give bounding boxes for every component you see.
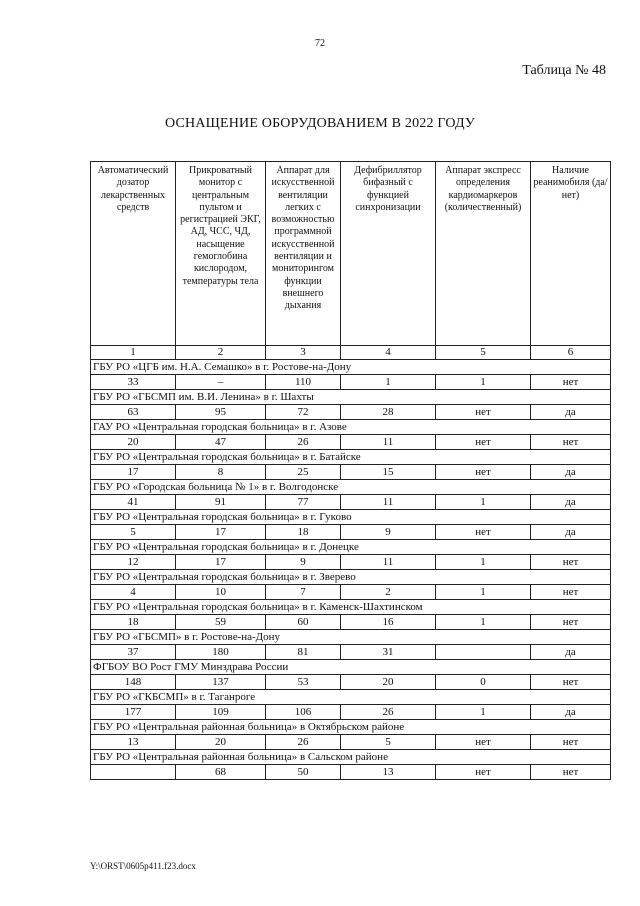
table-cell: да: [531, 705, 611, 720]
table-cell: 11: [341, 495, 436, 510]
table-cell: [436, 645, 531, 660]
table-cell: 1: [436, 375, 531, 390]
table-cell: 137: [176, 675, 266, 690]
organization-row: [91, 420, 611, 435]
table-cell: 11: [341, 435, 436, 450]
table-cell: 12: [91, 555, 176, 570]
table-cell: 47: [176, 435, 266, 450]
table-row: [91, 555, 611, 570]
table-cell: нет: [436, 435, 531, 450]
table-cell: 1: [341, 375, 436, 390]
table-cell: 110: [266, 375, 341, 390]
table-cell: 1: [436, 615, 531, 630]
table-cell: 180: [176, 645, 266, 660]
table-row: [91, 765, 611, 780]
table-cell: 20: [341, 675, 436, 690]
table-row: [91, 465, 611, 480]
column-header: Наличие реанимобиля (да/нет): [531, 162, 611, 346]
table-cell: 26: [266, 435, 341, 450]
table-cell: 10: [176, 585, 266, 600]
table-cell: 72: [266, 405, 341, 420]
table-cell: 0: [436, 675, 531, 690]
table-cell: 1: [436, 555, 531, 570]
table-cell: 18: [266, 525, 341, 540]
table-row: [91, 675, 611, 690]
organization-row: [91, 480, 611, 495]
table-row: [91, 405, 611, 420]
table-cell: 17: [176, 525, 266, 540]
table-cell: 41: [91, 495, 176, 510]
organization-row: [91, 750, 611, 765]
organization-name: ФГБОУ ВО Рост ГМУ Минздрава России: [91, 660, 611, 675]
table-row: [91, 495, 611, 510]
table-cell: нет: [531, 435, 611, 450]
table-cell: 18: [91, 615, 176, 630]
table-row: [91, 375, 611, 390]
table-row: [91, 435, 611, 450]
organization-row: [91, 540, 611, 555]
organization-row: [91, 600, 611, 615]
table-cell: 53: [266, 675, 341, 690]
table-cell: 63: [91, 405, 176, 420]
table-cell: да: [531, 465, 611, 480]
organization-name: ГБУ РО «Центральная городская больница» в г. Батайске: [91, 450, 611, 465]
table-cell: да: [531, 495, 611, 510]
organization-row: [91, 690, 611, 705]
table-row: [91, 735, 611, 750]
organization-name: ГБУ РО «Центральная городская больница» в г. Зверево: [91, 570, 611, 585]
table-cell: нет: [531, 585, 611, 600]
table-cell: 13: [91, 735, 176, 750]
table-cell: 5: [341, 735, 436, 750]
table-cell: да: [531, 645, 611, 660]
table-cell: 4: [91, 585, 176, 600]
column-number: 4: [341, 346, 436, 360]
table-cell: 177: [91, 705, 176, 720]
equipment-table: [90, 161, 611, 780]
table-cell: 95: [176, 405, 266, 420]
column-number: 2: [176, 346, 266, 360]
table-cell: 8: [176, 465, 266, 480]
table-cell: 1: [436, 585, 531, 600]
table-cell: [91, 765, 176, 780]
table-cell: 91: [176, 495, 266, 510]
organization-row: [91, 510, 611, 525]
table-row: [91, 645, 611, 660]
table-cell: 26: [341, 705, 436, 720]
column-header: Автоматический дозатор лекарственных средств: [91, 162, 176, 346]
table-cell: 106: [266, 705, 341, 720]
table-cell: 5: [91, 525, 176, 540]
table-cell: 16: [341, 615, 436, 630]
table-cell: 20: [176, 735, 266, 750]
table-cell: 17: [91, 465, 176, 480]
table-cell: 1: [436, 495, 531, 510]
column-header: Аппарат для искусственной вентиляции легких с возможностью программной искусственной вентиляции и мониторингом функции внешнего дыхания: [266, 162, 341, 346]
table-row: [91, 525, 611, 540]
column-header: Прикроватный монитор с центральным пультом и регистрацией ЭКГ, АД, ЧСС, ЧД, насыщение гемоглобина кислородом, температуры тела: [176, 162, 266, 346]
table-cell: да: [531, 405, 611, 420]
table-cell: 17: [176, 555, 266, 570]
organization-row: [91, 450, 611, 465]
table-cell: нет: [436, 735, 531, 750]
table-cell: нет: [436, 765, 531, 780]
table-cell: 9: [341, 525, 436, 540]
organization-name: ГБУ РО «Центральная городская больница» в г. Каменск-Шахтинском: [91, 600, 611, 615]
table-cell: 59: [176, 615, 266, 630]
column-number: 3: [266, 346, 341, 360]
table-cell: нет: [436, 405, 531, 420]
table-row: [91, 705, 611, 720]
table-cell: 26: [266, 735, 341, 750]
page-number: 72: [315, 38, 325, 49]
column-number: 5: [436, 346, 531, 360]
organization-row: [91, 720, 611, 735]
table-label: Таблица № 48: [522, 63, 606, 78]
table-cell: нет: [531, 615, 611, 630]
table-cell: 15: [341, 465, 436, 480]
table-cell: нет: [436, 525, 531, 540]
table-cell: нет: [531, 675, 611, 690]
table-cell: 7: [266, 585, 341, 600]
table-cell: 9: [266, 555, 341, 570]
table-cell: нет: [531, 375, 611, 390]
table-cell: 81: [266, 645, 341, 660]
table-row: [91, 615, 611, 630]
table-cell: 11: [341, 555, 436, 570]
table-cell: 68: [176, 765, 266, 780]
organization-name: ГБУ РО «Центральная городская больница» в г. Донецке: [91, 540, 611, 555]
table-cell: 31: [341, 645, 436, 660]
table-cell: нет: [531, 555, 611, 570]
table-cell: 25: [266, 465, 341, 480]
table-cell: 148: [91, 675, 176, 690]
organization-row: [91, 390, 611, 405]
header-row: [91, 162, 611, 346]
table-row: [91, 585, 611, 600]
column-number: 1: [91, 346, 176, 360]
table-cell: 1: [436, 705, 531, 720]
column-header: Аппарат экспресс определения кардиомаркеров (количественный): [436, 162, 531, 346]
table-cell: 60: [266, 615, 341, 630]
table-cell: 77: [266, 495, 341, 510]
organization-name: ГБУ РО «Центральная городская больница» в г. Гуково: [91, 510, 611, 525]
organization-row: [91, 660, 611, 675]
document-title: ОСНАЩЕНИЕ ОБОРУДОВАНИЕМ В 2022 ГОДУ: [165, 116, 475, 131]
table-cell: 2: [341, 585, 436, 600]
table-cell: нет: [531, 765, 611, 780]
organization-name: ГБУ РО «Центральная районная больница» в Сальском районе: [91, 750, 611, 765]
table-cell: 109: [176, 705, 266, 720]
table-cell: 28: [341, 405, 436, 420]
file-path-footer: Y:\ORST\0605p411.f23.docx: [90, 861, 196, 871]
column-number: 6: [531, 346, 611, 360]
table-cell: да: [531, 525, 611, 540]
column-number-row: [91, 346, 611, 360]
organization-name: ГБУ РО «Центральная районная больница» в Октябрьском районе: [91, 720, 611, 735]
organization-name: ГАУ РО «Центральная городская больница» в г. Азове: [91, 420, 611, 435]
table-cell: нет: [436, 465, 531, 480]
organization-row: [91, 630, 611, 645]
organization-name: ГБУ РО «ГКБСМП» в г. Таганроге: [91, 690, 611, 705]
table-cell: нет: [531, 735, 611, 750]
table-cell: 33: [91, 375, 176, 390]
table-cell: 50: [266, 765, 341, 780]
table-cell: 13: [341, 765, 436, 780]
table-cell: 20: [91, 435, 176, 450]
organization-row: [91, 360, 611, 375]
organization-name: ГБУ РО «ГБСМП» в г. Ростове-на-Дону: [91, 630, 611, 645]
organization-name: ГБУ РО «ЦГБ им. Н.А. Семашко» в г. Ростове-на-Дону: [91, 360, 611, 375]
organization-row: [91, 570, 611, 585]
organization-name: ГБУ РО «Городская больница № 1» в г. Волгодонске: [91, 480, 611, 495]
organization-name: ГБУ РО «ГБСМП им. В.И. Ленина» в г. Шахты: [91, 390, 611, 405]
table-cell: –: [176, 375, 266, 390]
column-header: Дефибриллятор бифазный с функцией синхронизации: [341, 162, 436, 346]
table-cell: 37: [91, 645, 176, 660]
